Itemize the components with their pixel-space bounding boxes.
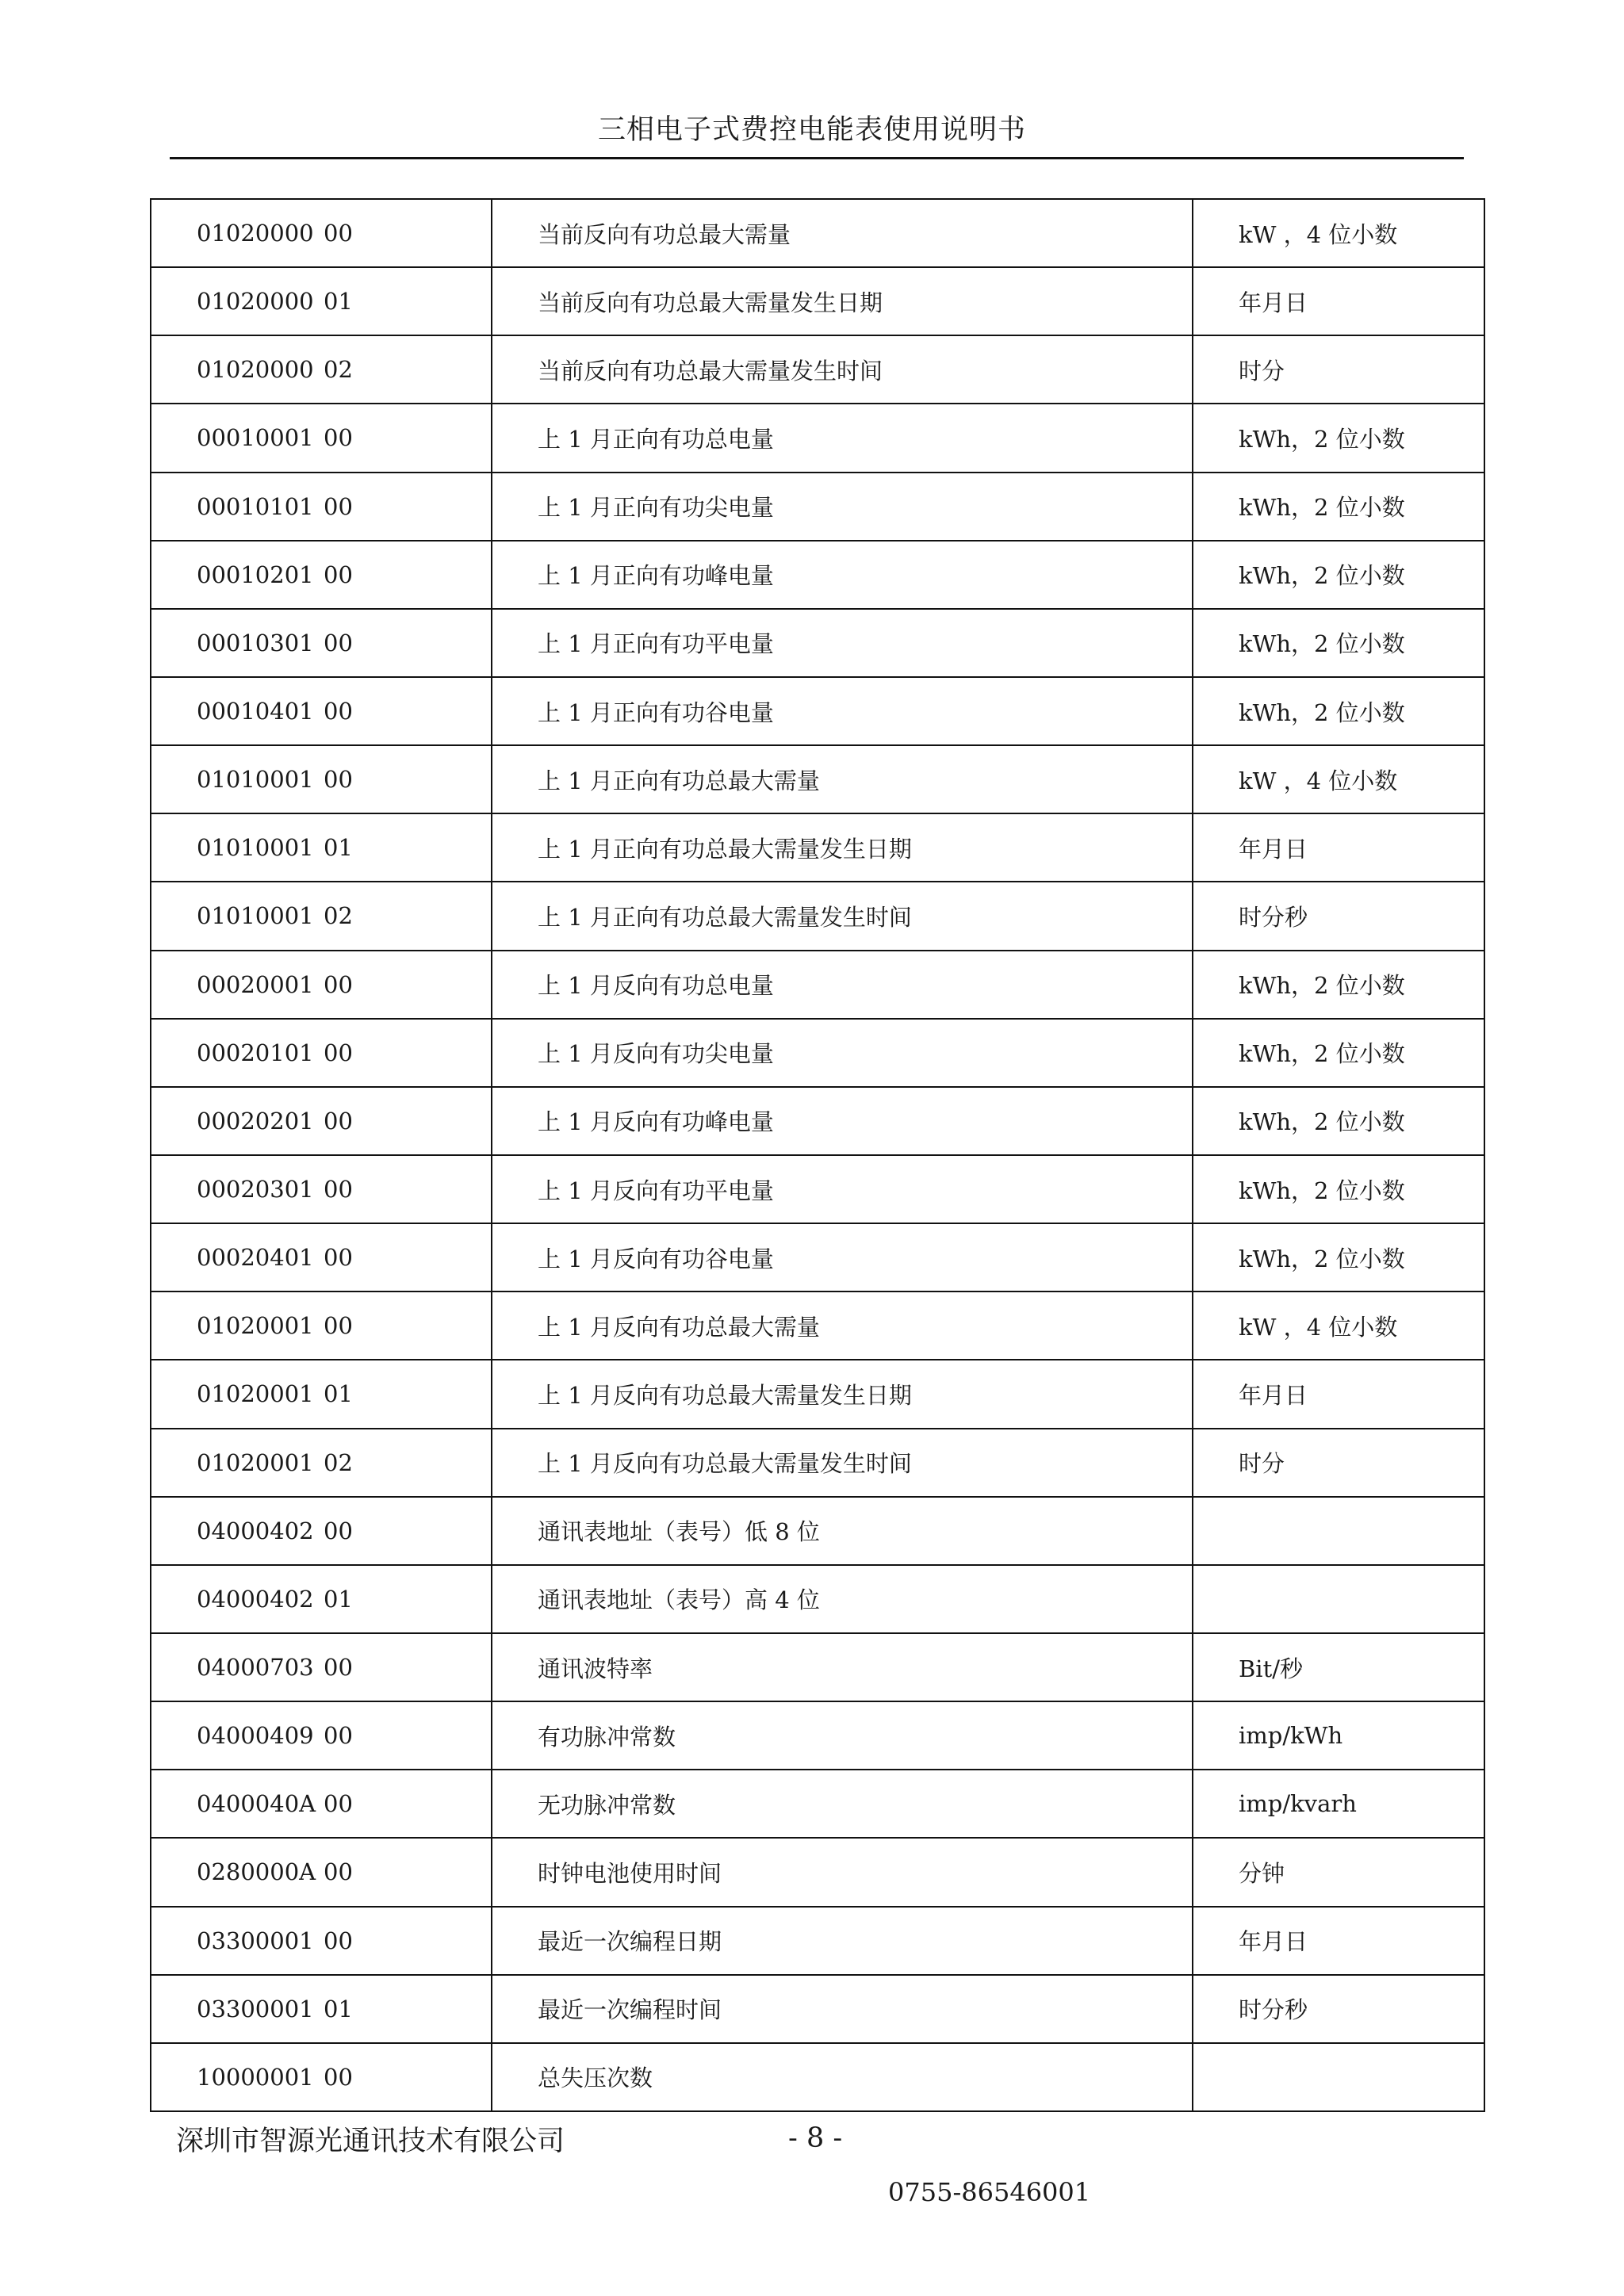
identifier-cell xyxy=(151,1770,492,1838)
unit-format-cell xyxy=(1193,1565,1484,1633)
unit-format-cell: 年月日 xyxy=(1193,1360,1484,1428)
table-row xyxy=(151,335,1484,404)
item-name-cell: 时钟电池使用时间 xyxy=(492,1838,1193,1906)
item-name-cell: 总失压次数 xyxy=(492,2043,1193,2111)
table-row xyxy=(151,1770,1484,1838)
data-identifier-code: 10000001 xyxy=(197,2063,314,2091)
item-name-cell: 上 1 月反向有功总最大需量发生日期 xyxy=(492,1360,1193,1428)
item-name-cell: 当前反向有功总最大需量发生日期 xyxy=(492,267,1193,335)
identifier-cell xyxy=(151,1565,492,1633)
table-row xyxy=(151,1429,1484,1497)
unit-format-cell: 时分 xyxy=(1193,1429,1484,1497)
item-name-cell: 上 1 月反向有功尖电量 xyxy=(492,1019,1193,1087)
table-row xyxy=(151,1565,1484,1633)
data-identifier-subcode: 02 xyxy=(324,902,353,930)
table-row xyxy=(151,813,1484,882)
data-identifier-code: 01020000 xyxy=(197,356,314,384)
page-number: - 8 - xyxy=(788,2122,843,2154)
identifier-cell xyxy=(151,335,492,404)
unit-format-cell: kWh，2 位小数 xyxy=(1193,1087,1484,1155)
item-name-cell: 上 1 月反向有功平电量 xyxy=(492,1155,1193,1223)
data-identifier-code: 00020001 xyxy=(197,970,314,998)
item-name-cell: 最近一次编程时间 xyxy=(492,1975,1193,2043)
data-identifier-subcode: 00 xyxy=(324,1517,353,1544)
unit-format-cell: kWh，2 位小数 xyxy=(1193,541,1484,609)
data-identifier-code: 01020001 xyxy=(197,1380,314,1408)
data-identifier-subcode: 01 xyxy=(324,1995,353,2022)
table-row xyxy=(151,1087,1484,1155)
unit-format-cell: imp/kvarh xyxy=(1193,1770,1484,1838)
identifier-cell xyxy=(151,1019,492,1087)
unit-format-cell: 年月日 xyxy=(1193,267,1484,335)
footer-company-name: 深圳市智源光通讯技术有限公司 xyxy=(176,2126,565,2157)
data-identifier-code: 00010001 xyxy=(197,424,314,452)
data-identifier-code: 00010201 xyxy=(197,561,314,588)
item-name-cell: 上 1 月反向有功总最大需量发生时间 xyxy=(492,1429,1193,1497)
identifier-cell xyxy=(151,677,492,745)
unit-format-cell: Bit/秒 xyxy=(1193,1633,1484,1701)
data-identifier-code: 04000402 xyxy=(197,1585,314,1613)
identifier-cell xyxy=(151,1360,492,1428)
unit-format-cell: kWh，2 位小数 xyxy=(1193,951,1484,1019)
data-identifier-subcode: 00 xyxy=(324,970,353,998)
item-name-cell: 上 1 月正向有功总最大需量 xyxy=(492,745,1193,813)
identifier-cell xyxy=(151,1087,492,1155)
item-name-cell: 上 1 月正向有功谷电量 xyxy=(492,677,1193,745)
data-identifier-code: 04000409 xyxy=(197,1722,314,1750)
item-name-cell: 上 1 月正向有功峰电量 xyxy=(492,541,1193,609)
table-row xyxy=(151,541,1484,609)
identifier-cell xyxy=(151,404,492,472)
unit-format-cell: kWh，2 位小数 xyxy=(1193,1223,1484,1292)
table-row xyxy=(151,1292,1484,1360)
unit-format-cell: kWh，2 位小数 xyxy=(1193,677,1484,745)
identifier-cell xyxy=(151,1497,492,1565)
table-row xyxy=(151,267,1484,335)
data-identifier-subcode: 02 xyxy=(324,1448,353,1476)
data-identifier-code: 01020001 xyxy=(197,1448,314,1476)
table-row xyxy=(151,1497,1484,1565)
item-name-cell: 上 1 月反向有功总最大需量 xyxy=(492,1292,1193,1360)
data-identifier-code: 00020201 xyxy=(197,1107,314,1135)
unit-format-cell: 年月日 xyxy=(1193,1907,1484,1975)
identifier-cell xyxy=(151,1292,492,1360)
identifier-cell xyxy=(151,1155,492,1223)
document-title: 三相电子式费控电能表使用说明书 xyxy=(597,114,1026,146)
identifier-cell xyxy=(151,1907,492,1975)
data-identifier-subcode: 00 xyxy=(324,1176,353,1203)
identifier-cell xyxy=(151,1633,492,1701)
unit-format-cell: kWh，2 位小数 xyxy=(1193,1155,1484,1223)
data-identifier-code: 01010001 xyxy=(197,902,314,930)
unit-format-cell: kW ，4 位小数 xyxy=(1193,199,1484,267)
item-name-cell: 上 1 月反向有功谷电量 xyxy=(492,1223,1193,1292)
identifier-cell xyxy=(151,1975,492,2043)
unit-format-cell: 时分秒 xyxy=(1193,1975,1484,2043)
table-row xyxy=(151,1633,1484,1701)
data-identifier-subcode: 00 xyxy=(324,629,353,656)
item-name-cell: 上 1 月正向有功总最大需量发生日期 xyxy=(492,813,1193,882)
identifier-cell xyxy=(151,199,492,267)
data-identifier-code: 01020000 xyxy=(197,288,314,316)
table-row xyxy=(151,199,1484,267)
data-identifier-subcode: 01 xyxy=(324,1585,353,1613)
identifier-cell xyxy=(151,609,492,677)
data-identifier-subcode: 00 xyxy=(324,2063,353,2091)
data-identifier-code: 03300001 xyxy=(197,1995,314,2022)
data-identifier-code: 00010301 xyxy=(197,629,314,656)
data-identifier-subcode: 00 xyxy=(324,1039,353,1066)
table-row xyxy=(151,1019,1484,1087)
data-identifier-code: 00010401 xyxy=(197,698,314,725)
identifier-cell xyxy=(151,1701,492,1770)
data-identifier-code: 0280000A xyxy=(197,1858,316,1886)
data-identifier-subcode: 00 xyxy=(324,220,353,247)
table-body xyxy=(151,199,1484,2111)
item-name-cell: 上 1 月反向有功总电量 xyxy=(492,951,1193,1019)
data-identifier-code: 01020001 xyxy=(197,1312,314,1340)
table-row xyxy=(151,1155,1484,1223)
item-name-cell: 当前反向有功总最大需量 xyxy=(492,199,1193,267)
data-identifier-subcode: 00 xyxy=(324,1790,353,1818)
unit-format-cell: kW ，4 位小数 xyxy=(1193,1292,1484,1360)
table-row xyxy=(151,404,1484,472)
data-identifier-code: 04000402 xyxy=(197,1517,314,1544)
item-name-cell: 上 1 月反向有功峰电量 xyxy=(492,1087,1193,1155)
identifier-cell xyxy=(151,813,492,882)
data-identifier-subcode: 02 xyxy=(324,356,353,384)
item-name-cell: 上 1 月正向有功总电量 xyxy=(492,404,1193,472)
identifier-cell xyxy=(151,745,492,813)
data-identifier-code: 00020301 xyxy=(197,1176,314,1203)
identifier-cell xyxy=(151,1223,492,1292)
item-name-cell: 最近一次编程日期 xyxy=(492,1907,1193,1975)
data-identifier-table xyxy=(150,198,1485,2112)
data-identifier-subcode: 00 xyxy=(324,1654,353,1682)
identifier-cell xyxy=(151,951,492,1019)
table-row xyxy=(151,1838,1484,1906)
unit-format-cell xyxy=(1193,1497,1484,1565)
data-identifier-code: 00020101 xyxy=(197,1039,314,1066)
data-identifier-subcode: 00 xyxy=(324,1927,353,1954)
data-identifier-subcode: 00 xyxy=(324,561,353,588)
identifier-cell xyxy=(151,541,492,609)
table-row xyxy=(151,1223,1484,1292)
table-row xyxy=(151,1907,1484,1975)
data-identifier-subcode: 00 xyxy=(324,766,353,794)
data-identifier-subcode: 00 xyxy=(324,698,353,725)
item-name-cell: 通讯波特率 xyxy=(492,1633,1193,1701)
identifier-cell xyxy=(151,882,492,950)
data-identifier-subcode: 00 xyxy=(324,1722,353,1750)
data-identifier-subcode: 00 xyxy=(324,1312,353,1340)
data-identifier-subcode: 00 xyxy=(324,1244,353,1272)
data-identifier-subcode: 01 xyxy=(324,1380,353,1408)
item-name-cell: 上 1 月正向有功总最大需量发生时间 xyxy=(492,882,1193,950)
item-name-cell: 通讯表地址（表号）高 4 位 xyxy=(492,1565,1193,1633)
table-row xyxy=(151,2043,1484,2111)
data-identifier-subcode: 00 xyxy=(324,424,353,452)
item-name-cell: 上 1 月正向有功尖电量 xyxy=(492,473,1193,541)
identifier-cell xyxy=(151,1429,492,1497)
header-divider xyxy=(170,157,1464,159)
unit-format-cell: kWh，2 位小数 xyxy=(1193,1019,1484,1087)
unit-format-cell: imp/kWh xyxy=(1193,1701,1484,1770)
item-name-cell: 无功脉冲常数 xyxy=(492,1770,1193,1838)
data-identifier-subcode: 01 xyxy=(324,834,353,862)
table-row xyxy=(151,1360,1484,1428)
identifier-cell xyxy=(151,2043,492,2111)
data-identifier-code: 00020401 xyxy=(197,1244,314,1272)
data-identifier-subcode: 00 xyxy=(324,492,353,520)
unit-format-cell xyxy=(1193,2043,1484,2111)
identifier-cell xyxy=(151,1838,492,1906)
table-row xyxy=(151,473,1484,541)
unit-format-cell: 年月日 xyxy=(1193,813,1484,882)
table-row xyxy=(151,882,1484,950)
table-row xyxy=(151,745,1484,813)
unit-format-cell: 分钟 xyxy=(1193,1838,1484,1906)
identifier-cell xyxy=(151,267,492,335)
table-row xyxy=(151,609,1484,677)
footer-phone-number: 0755-86546001 xyxy=(888,2177,1091,2207)
data-identifier-code: 0400040A xyxy=(197,1790,316,1818)
table-row xyxy=(151,1701,1484,1770)
item-name-cell: 有功脉冲常数 xyxy=(492,1701,1193,1770)
data-identifier-code: 01010001 xyxy=(197,834,314,862)
data-identifier-code: 01010001 xyxy=(197,766,314,794)
data-identifier-subcode: 00 xyxy=(324,1858,353,1886)
data-identifier-code: 01020000 xyxy=(197,220,314,247)
data-identifier-subcode: 00 xyxy=(324,1107,353,1135)
unit-format-cell: kWh，2 位小数 xyxy=(1193,473,1484,541)
table-row xyxy=(151,1975,1484,2043)
data-identifier-code: 04000703 xyxy=(197,1654,314,1682)
data-identifier-code: 00010101 xyxy=(197,492,314,520)
item-name-cell: 通讯表地址（表号）低 8 位 xyxy=(492,1497,1193,1565)
table-row xyxy=(151,677,1484,745)
data-identifier-code: 03300001 xyxy=(197,1927,314,1954)
unit-format-cell: kW ，4 位小数 xyxy=(1193,745,1484,813)
unit-format-cell: 时分 xyxy=(1193,335,1484,404)
identifier-cell xyxy=(151,473,492,541)
item-name-cell: 上 1 月正向有功平电量 xyxy=(492,609,1193,677)
unit-format-cell: 时分秒 xyxy=(1193,882,1484,950)
data-identifier-subcode: 01 xyxy=(324,288,353,316)
unit-format-cell: kWh，2 位小数 xyxy=(1193,609,1484,677)
table-row xyxy=(151,951,1484,1019)
unit-format-cell: kWh，2 位小数 xyxy=(1193,404,1484,472)
item-name-cell: 当前反向有功总最大需量发生时间 xyxy=(492,335,1193,404)
